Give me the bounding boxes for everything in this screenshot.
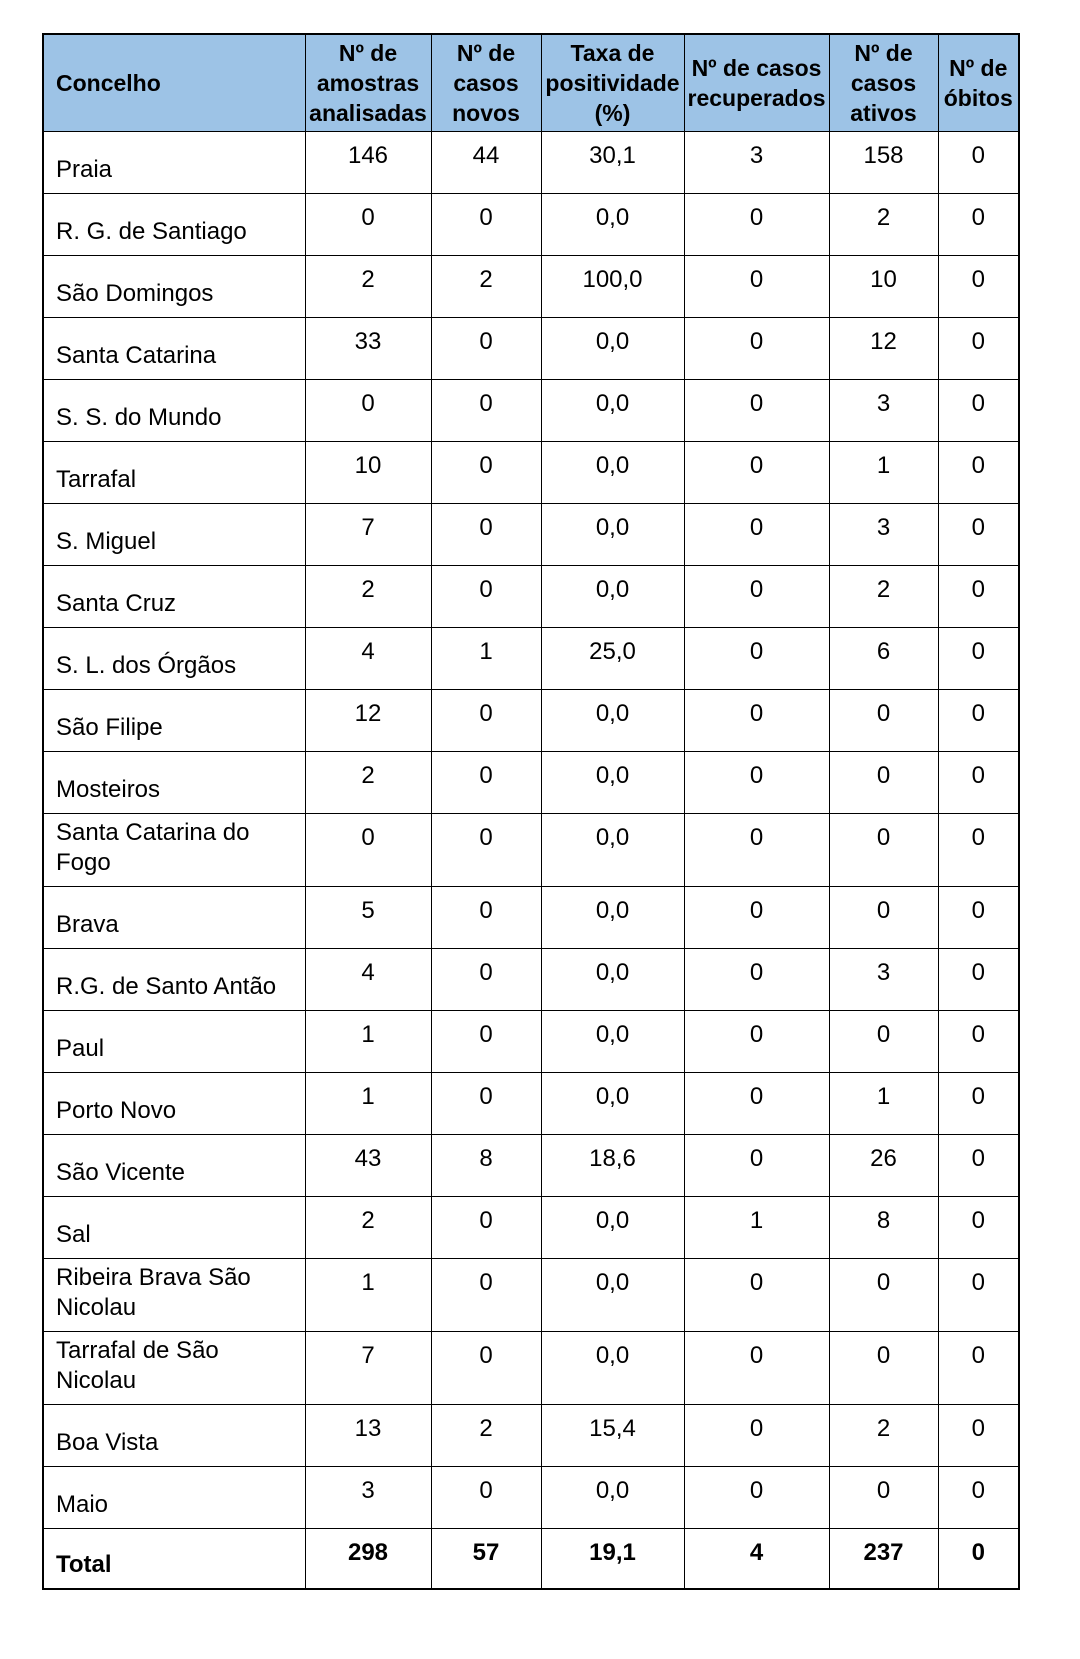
table-body — [43, 131, 1019, 1589]
value-cell: 0,0 — [541, 1196, 684, 1258]
value-cell: 1 — [305, 1258, 431, 1331]
value-cell: 2 — [305, 255, 431, 317]
value-cell: 2 — [829, 193, 938, 255]
table-row — [43, 1072, 1019, 1134]
table-row — [43, 255, 1019, 317]
value-cell: 4 — [305, 627, 431, 689]
concelho-cell: Paul — [43, 1010, 305, 1072]
value-cell: 0,0 — [541, 1466, 684, 1528]
table-row — [43, 503, 1019, 565]
value-cell: 0 — [684, 503, 829, 565]
concelho-cell: Brava — [43, 886, 305, 948]
value-cell: 0,0 — [541, 813, 684, 886]
value-cell: 5 — [305, 886, 431, 948]
value-cell: 0 — [829, 813, 938, 886]
value-cell: 0 — [938, 751, 1019, 813]
value-cell: 0,0 — [541, 886, 684, 948]
value-cell: 0 — [938, 886, 1019, 948]
value-cell: 0,0 — [541, 948, 684, 1010]
value-cell: 2 — [829, 1404, 938, 1466]
table-row — [43, 441, 1019, 503]
value-cell: 2 — [305, 1196, 431, 1258]
value-cell: 0 — [431, 441, 541, 503]
table-row — [43, 751, 1019, 813]
table-row — [43, 379, 1019, 441]
value-cell: 1 — [829, 441, 938, 503]
value-cell: 15,4 — [541, 1404, 684, 1466]
value-cell: 0,0 — [541, 1258, 684, 1331]
value-cell: 0 — [684, 948, 829, 1010]
value-cell: 0 — [684, 1258, 829, 1331]
value-cell: 0 — [684, 1072, 829, 1134]
value-cell: 0 — [829, 1331, 938, 1404]
value-cell: 0,0 — [541, 441, 684, 503]
value-cell: 0,0 — [541, 1331, 684, 1404]
value-cell: 0 — [829, 689, 938, 751]
value-cell: 1 — [431, 627, 541, 689]
value-cell: 7 — [305, 503, 431, 565]
header-cell: Concelho — [43, 34, 305, 131]
value-cell: 0 — [829, 886, 938, 948]
value-cell: 10 — [305, 441, 431, 503]
concelho-cell: Maio — [43, 1466, 305, 1528]
value-cell: 0 — [431, 1258, 541, 1331]
value-cell: 33 — [305, 317, 431, 379]
header-cell: Taxa de positividade (%) — [541, 34, 684, 131]
value-cell: 3 — [305, 1466, 431, 1528]
value-cell: 2 — [305, 751, 431, 813]
value-cell: 0 — [829, 1010, 938, 1072]
concelho-cell: Santa Catarina — [43, 317, 305, 379]
value-cell: 0 — [431, 379, 541, 441]
value-cell: 0 — [938, 441, 1019, 503]
value-cell: 44 — [431, 131, 541, 193]
value-cell: 0,0 — [541, 503, 684, 565]
value-cell: 0 — [431, 503, 541, 565]
value-cell: 0 — [684, 627, 829, 689]
value-cell: 0 — [684, 379, 829, 441]
value-cell: 7 — [305, 1331, 431, 1404]
concelho-cell: Ribeira Brava São Nicolau — [43, 1258, 305, 1331]
value-cell: 0 — [938, 813, 1019, 886]
value-cell: 0 — [938, 948, 1019, 1010]
value-cell: 30,1 — [541, 131, 684, 193]
value-cell: 26 — [829, 1134, 938, 1196]
value-cell: 0 — [938, 1404, 1019, 1466]
value-cell: 0 — [431, 1010, 541, 1072]
value-cell: 0 — [431, 1466, 541, 1528]
concelho-cell: São Domingos — [43, 255, 305, 317]
value-cell: 13 — [305, 1404, 431, 1466]
value-cell: 18,6 — [541, 1134, 684, 1196]
value-cell: 0 — [829, 1466, 938, 1528]
value-cell: 0 — [938, 1010, 1019, 1072]
value-cell: 0 — [684, 317, 829, 379]
value-cell: 0 — [938, 193, 1019, 255]
value-cell: 0 — [684, 255, 829, 317]
value-cell: 3 — [684, 131, 829, 193]
table-row — [43, 1466, 1019, 1528]
value-cell: 0 — [938, 1134, 1019, 1196]
table-row — [43, 1331, 1019, 1404]
value-cell: 0 — [684, 689, 829, 751]
value-cell: 0 — [829, 751, 938, 813]
concelho-cell: Praia — [43, 131, 305, 193]
value-cell: 0,0 — [541, 379, 684, 441]
value-cell: 4 — [684, 1528, 829, 1589]
value-cell: 0,0 — [541, 317, 684, 379]
concelho-cell: Total — [43, 1528, 305, 1589]
table-row — [43, 1134, 1019, 1196]
value-cell: 1 — [305, 1010, 431, 1072]
value-cell: 0 — [938, 1258, 1019, 1331]
value-cell: 0 — [431, 886, 541, 948]
value-cell: 0 — [431, 948, 541, 1010]
value-cell: 6 — [829, 627, 938, 689]
value-cell: 0 — [305, 379, 431, 441]
value-cell: 8 — [829, 1196, 938, 1258]
value-cell: 0 — [938, 317, 1019, 379]
value-cell: 298 — [305, 1528, 431, 1589]
table-row — [43, 948, 1019, 1010]
value-cell: 146 — [305, 131, 431, 193]
concelho-cell: Santa Cruz — [43, 565, 305, 627]
header-cell: Nº de óbitos — [938, 34, 1019, 131]
value-cell: 0,0 — [541, 565, 684, 627]
value-cell: 0 — [684, 751, 829, 813]
value-cell: 0 — [938, 1528, 1019, 1589]
value-cell: 0 — [431, 813, 541, 886]
concelho-cell: Sal — [43, 1196, 305, 1258]
concelho-cell: Porto Novo — [43, 1072, 305, 1134]
table-row — [43, 886, 1019, 948]
value-cell: 0,0 — [541, 193, 684, 255]
value-cell: 0,0 — [541, 1072, 684, 1134]
value-cell: 2 — [305, 565, 431, 627]
value-cell: 0 — [305, 193, 431, 255]
value-cell: 0 — [938, 503, 1019, 565]
value-cell: 10 — [829, 255, 938, 317]
value-cell: 0 — [938, 1072, 1019, 1134]
concelho-cell: R. G. de Santiago — [43, 193, 305, 255]
value-cell: 0 — [684, 813, 829, 886]
value-cell: 0 — [938, 1466, 1019, 1528]
value-cell: 0 — [684, 565, 829, 627]
header-cell: Nº de casos recuperados — [684, 34, 829, 131]
table-row — [43, 627, 1019, 689]
value-cell: 100,0 — [541, 255, 684, 317]
value-cell: 0 — [431, 1072, 541, 1134]
value-cell: 0 — [431, 317, 541, 379]
concelho-covid-table — [42, 33, 1020, 1590]
header-cell: Nº de casos novos — [431, 34, 541, 131]
value-cell: 0 — [684, 1010, 829, 1072]
value-cell: 158 — [829, 131, 938, 193]
value-cell: 0 — [938, 131, 1019, 193]
concelho-cell: Mosteiros — [43, 751, 305, 813]
value-cell: 237 — [829, 1528, 938, 1589]
value-cell: 0,0 — [541, 751, 684, 813]
concelho-cell: S. L. dos Órgãos — [43, 627, 305, 689]
value-cell: 3 — [829, 379, 938, 441]
value-cell: 2 — [829, 565, 938, 627]
value-cell: 4 — [305, 948, 431, 1010]
value-cell: 0 — [938, 627, 1019, 689]
value-cell: 2 — [431, 1404, 541, 1466]
value-cell: 0 — [938, 689, 1019, 751]
value-cell: 8 — [431, 1134, 541, 1196]
page — [0, 33, 1080, 1659]
header-cell: Nº de amostras analisadas — [305, 34, 431, 131]
value-cell: 12 — [305, 689, 431, 751]
value-cell: 0 — [684, 441, 829, 503]
value-cell: 3 — [829, 503, 938, 565]
table-row — [43, 1196, 1019, 1258]
concelho-cell: R.G. de Santo Antão — [43, 948, 305, 1010]
table-row — [43, 689, 1019, 751]
value-cell: 0 — [431, 751, 541, 813]
value-cell: 0 — [684, 886, 829, 948]
value-cell: 0,0 — [541, 689, 684, 751]
value-cell: 1 — [684, 1196, 829, 1258]
table-row — [43, 317, 1019, 379]
table-row — [43, 1404, 1019, 1466]
value-cell: 0 — [431, 689, 541, 751]
value-cell: 0 — [684, 1331, 829, 1404]
value-cell: 0 — [684, 1404, 829, 1466]
value-cell: 1 — [305, 1072, 431, 1134]
table-row — [43, 193, 1019, 255]
value-cell: 0 — [938, 565, 1019, 627]
value-cell: 19,1 — [541, 1528, 684, 1589]
value-cell: 0 — [431, 1196, 541, 1258]
concelho-cell: S. Miguel — [43, 503, 305, 565]
header-row — [43, 34, 1019, 131]
concelho-cell: Tarrafal de São Nicolau — [43, 1331, 305, 1404]
concelho-cell: São Vicente — [43, 1134, 305, 1196]
total-row — [43, 1528, 1019, 1589]
concelho-cell: Santa Catarina do Fogo — [43, 813, 305, 886]
value-cell: 0 — [684, 1466, 829, 1528]
value-cell: 0 — [938, 1331, 1019, 1404]
value-cell: 0,0 — [541, 1010, 684, 1072]
value-cell: 0 — [684, 193, 829, 255]
table-row — [43, 131, 1019, 193]
table-row — [43, 1010, 1019, 1072]
concelho-cell: S. S. do Mundo — [43, 379, 305, 441]
value-cell: 57 — [431, 1528, 541, 1589]
value-cell: 0 — [431, 565, 541, 627]
concelho-cell: Boa Vista — [43, 1404, 305, 1466]
value-cell: 0 — [938, 255, 1019, 317]
value-cell: 43 — [305, 1134, 431, 1196]
concelho-cell: Tarrafal — [43, 441, 305, 503]
value-cell: 0 — [938, 1196, 1019, 1258]
value-cell: 2 — [431, 255, 541, 317]
value-cell: 0 — [938, 379, 1019, 441]
table-row — [43, 1258, 1019, 1331]
table-row — [43, 813, 1019, 886]
table-row — [43, 565, 1019, 627]
value-cell: 0 — [431, 193, 541, 255]
value-cell: 0 — [829, 1258, 938, 1331]
concelho-cell: São Filipe — [43, 689, 305, 751]
value-cell: 3 — [829, 948, 938, 1010]
value-cell: 0 — [431, 1331, 541, 1404]
value-cell: 0 — [305, 813, 431, 886]
value-cell: 0 — [684, 1134, 829, 1196]
value-cell: 1 — [829, 1072, 938, 1134]
value-cell: 12 — [829, 317, 938, 379]
value-cell: 25,0 — [541, 627, 684, 689]
header-cell: Nº de casos ativos — [829, 34, 938, 131]
